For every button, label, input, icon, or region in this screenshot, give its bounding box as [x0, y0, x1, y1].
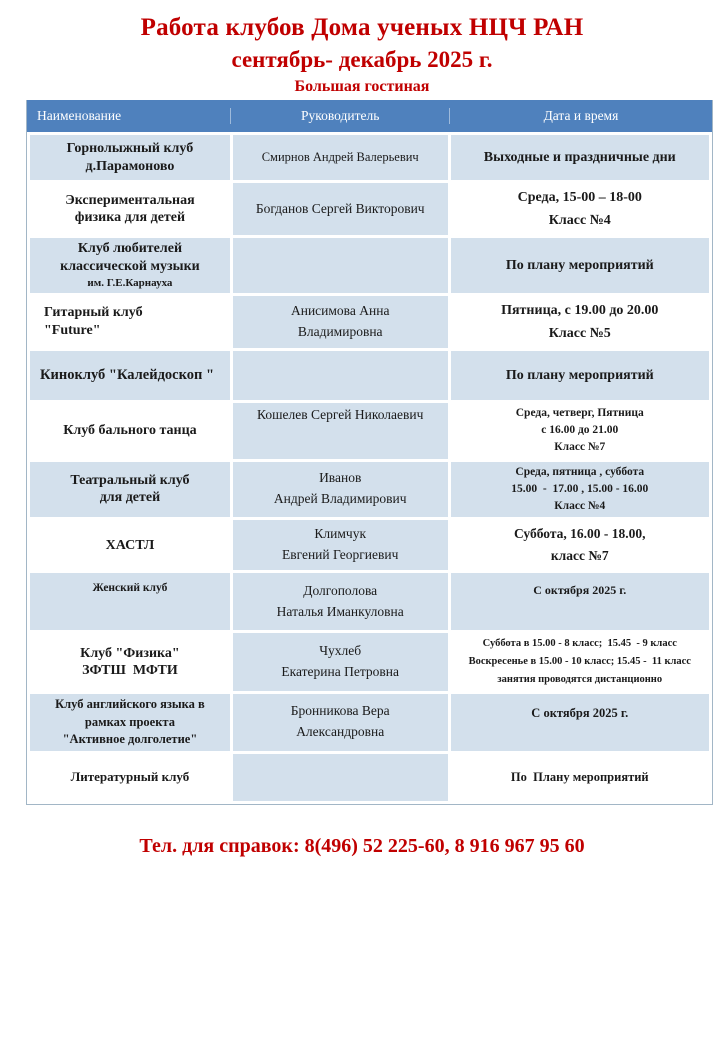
name-cell	[30, 462, 230, 518]
leader-cell	[233, 135, 448, 180]
leader-cell	[233, 238, 448, 293]
name-text-line: Клуб любителей	[77, 241, 183, 256]
name-text-line: Горнолыжный клуб	[66, 141, 194, 156]
leader-cell	[233, 403, 448, 459]
leader-cell	[233, 754, 448, 801]
name-text-line: Театральный клуб	[70, 472, 190, 488]
name-text-line: Клуб "Физика"	[80, 645, 180, 661]
leader-cell	[233, 694, 448, 751]
leader-text-line: Иванов	[319, 470, 362, 486]
name-text-line: д.Парамоново	[85, 158, 175, 174]
name-text-line: им. Г.Е.Карнауха	[87, 277, 173, 289]
table-row	[30, 403, 709, 459]
leader-cell	[233, 520, 448, 570]
name-text-line: "Активное долголетие"	[62, 732, 198, 747]
leader-cell	[233, 633, 448, 691]
leader-text-line: Андрей Владимирович	[273, 491, 407, 507]
schedule-table	[26, 100, 713, 805]
table-row	[30, 573, 709, 630]
schedule-cell	[451, 520, 709, 570]
name-text-line: рамках проекта	[84, 714, 175, 729]
contact-phone-line: Тел. для справок: 8(496) 52 225-60, 8 916 967 95 60	[139, 834, 585, 857]
name-cell	[30, 633, 230, 691]
name-cell	[30, 403, 230, 459]
document-header	[0, 14, 724, 96]
name-text-line: Киноклуб "Калейдоскоп "	[40, 367, 215, 384]
name-text-line: ХАСТЛ	[105, 537, 155, 553]
schedule-text-line: Среда, 15-00 – 18-00	[517, 189, 642, 205]
leader-text-line: Владимировна	[297, 323, 383, 339]
table-row	[30, 694, 709, 751]
table-row	[30, 351, 709, 400]
leader-text-line: Богданов Сергей Викторович	[255, 200, 425, 216]
schedule-text-line: Пятница, с 19.00 до 20.00	[501, 302, 659, 318]
name-text-line: ЗФТШ МФТИ	[82, 663, 178, 679]
schedule-cell	[451, 403, 709, 459]
document-subtitle-period: сентябрь- декабрь 2025 г.	[231, 47, 493, 72]
column-header-leader: Руководитель	[230, 108, 449, 124]
schedule-cell	[451, 462, 709, 518]
name-cell	[30, 351, 230, 400]
leader-text-line: Евгений Георгиевич	[281, 547, 399, 563]
schedule-text-line: Класс №7	[554, 441, 606, 454]
name-text-line: "Future"	[44, 322, 101, 338]
name-text-line: классической музыки	[60, 258, 200, 274]
leader-text-line: Долгополова	[303, 582, 378, 598]
leader-text-line: Климчук	[314, 526, 367, 542]
schedule-text-line: занятия проводятся дистанционно	[497, 673, 663, 685]
table-row	[30, 754, 709, 801]
leader-text-line: Кошелев Сергей Николаевич	[257, 406, 424, 422]
table-header-row	[27, 100, 712, 132]
column-header-name: Наименование	[37, 108, 122, 123]
leader-text-line: Смирнов Андрей Валерьевич	[261, 149, 419, 164]
table-row	[30, 183, 709, 235]
name-cell	[30, 238, 230, 293]
name-text-line: Экспериментальная	[65, 192, 195, 208]
schedule-text-line: Суббота в 15.00 - 8 класс; 15.45 - 9 класс	[482, 638, 677, 650]
leader-cell	[233, 462, 448, 518]
document-subtitle-room: Большая гостиная	[294, 78, 430, 95]
schedule-table-body	[30, 135, 709, 801]
schedule-cell	[451, 754, 709, 801]
schedule-text-line: По Плану мероприятий	[510, 769, 649, 784]
schedule-cell	[451, 296, 709, 348]
leader-text-line: Анисимова Анна	[290, 302, 390, 318]
column-header-schedule: Дата и время	[449, 108, 712, 124]
leader-cell	[233, 296, 448, 348]
name-cell	[30, 135, 230, 180]
name-cell	[30, 694, 230, 751]
schedule-cell	[451, 238, 709, 293]
schedule-text-line: 15.00 - 17.00 , 15.00 - 16.00	[511, 482, 649, 495]
schedule-text-line: Воскресенье в 15.00 - 10 класс; 15.45 - 11 класс	[468, 656, 691, 668]
table-row	[30, 520, 709, 570]
schedule-text-line: Класс №5	[548, 325, 611, 341]
schedule-text-line: По плану мероприятий	[505, 367, 654, 383]
leader-cell	[233, 573, 448, 630]
schedule-cell	[451, 633, 709, 691]
leader-cell	[233, 183, 448, 235]
name-text-line: Клуб бального танца	[63, 422, 197, 438]
leader-text-line: Екатерина Петровна	[281, 664, 400, 680]
name-text-line: Литературный клуб	[70, 769, 190, 785]
schedule-cell	[451, 694, 709, 751]
schedule-cell	[451, 183, 709, 235]
leader-text-line: Чухлеб	[319, 643, 362, 659]
schedule-text-line: Класс №4	[548, 213, 611, 228]
name-cell	[30, 296, 230, 348]
name-text-line: Женский клуб	[92, 582, 168, 595]
schedule-text-line: Класс №4	[554, 500, 606, 512]
schedule-cell	[451, 135, 709, 180]
leader-text-line: Бронникова Вера	[290, 703, 390, 719]
schedule-cell	[451, 573, 709, 630]
schedule-text-line: С октября 2025 г.	[533, 583, 627, 598]
table-row	[30, 296, 709, 348]
schedule-text-line: С октября 2025 г.	[531, 705, 629, 720]
schedule-text-line: Среда, четверг, Пятница	[515, 406, 644, 419]
name-text-line: для детей	[99, 490, 161, 506]
leader-cell	[233, 351, 448, 400]
schedule-table-grid	[27, 132, 712, 804]
name-cell	[30, 573, 230, 630]
document-title: Работа клубов Дома ученых НЦЧ РАН	[140, 14, 584, 41]
schedule-text-line: Выходные и праздничные дни	[483, 149, 676, 165]
table-row	[30, 633, 709, 691]
schedule-text-line: Среда, пятница , суббота	[515, 465, 645, 478]
leader-text-line: Наталья Иманкуловна	[276, 603, 404, 619]
table-row	[30, 462, 709, 518]
leader-text-line: Александровна	[296, 724, 385, 740]
name-text-line: Гитарный клуб	[44, 305, 143, 321]
name-text-line: физика для детей	[74, 210, 186, 225]
schedule-text-line: класс №7	[550, 548, 609, 564]
schedule-text-line: с 16.00 до 21.00	[541, 424, 619, 436]
table-row	[30, 135, 709, 180]
table-row	[30, 238, 709, 293]
schedule-text-line: По плану мероприятий	[505, 257, 654, 273]
schedule-cell	[451, 351, 709, 400]
name-cell	[30, 520, 230, 570]
schedule-text-line: Суббота, 16.00 - 18.00,	[514, 525, 646, 541]
name-text-line: Клуб английского языка в	[55, 697, 205, 712]
name-cell	[30, 183, 230, 235]
name-cell	[30, 754, 230, 801]
